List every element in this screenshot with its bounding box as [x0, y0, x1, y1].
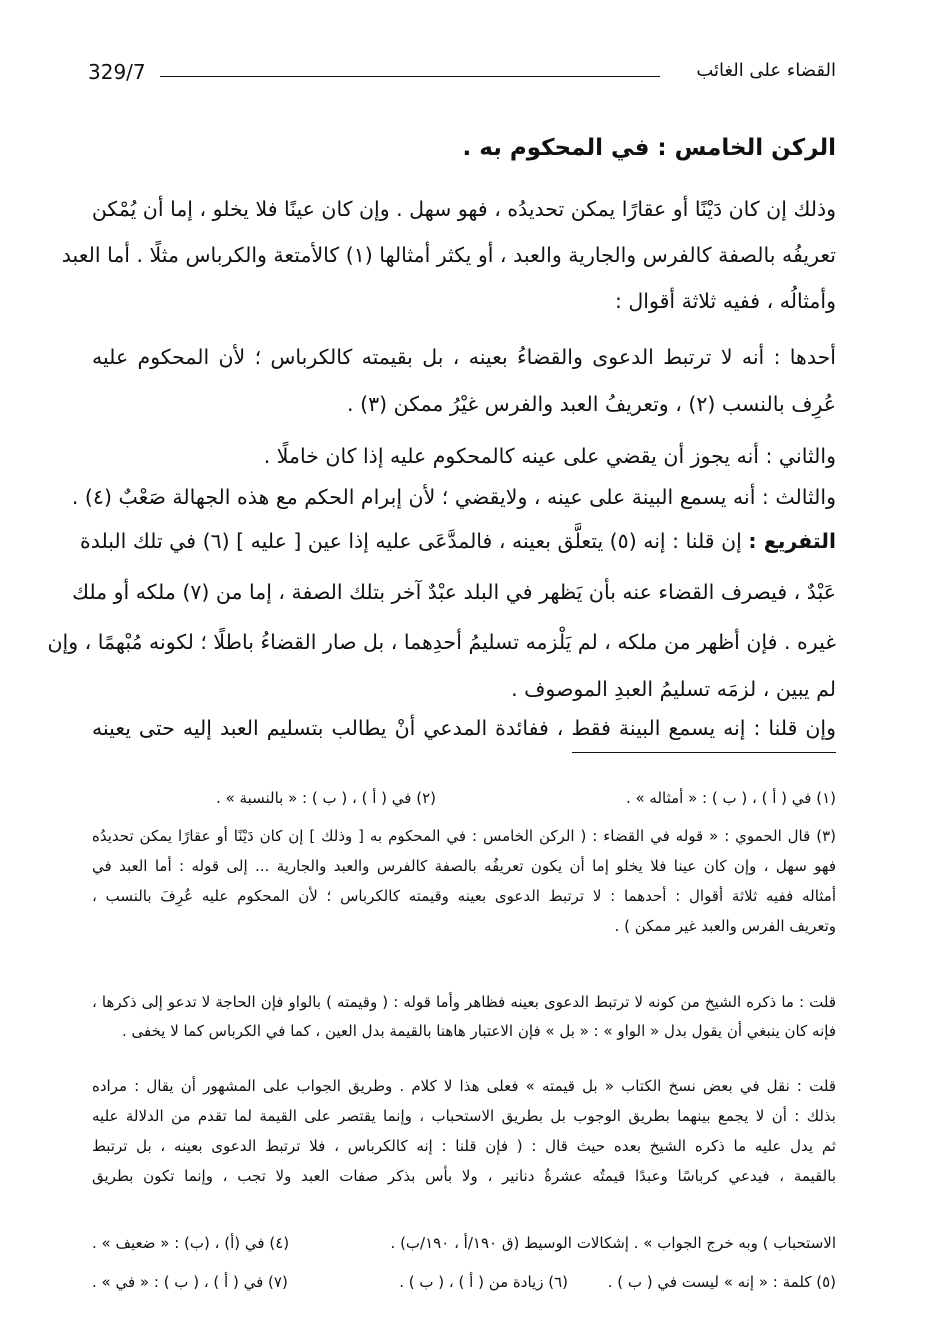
paragraph-line: وأمثالُه ، ففيه ثلاثة أقوال :: [614, 289, 836, 313]
footnote-3-line: وتعريف الفرس والعبد غير ممكن ) .: [614, 917, 836, 935]
page-number: 329/7: [88, 60, 146, 84]
paragraph-line: تعريفُه بالصفة كالفرس والجارية والعبد ، أو يكثر أمثالها (١) كالأمتعة والكرباس مثلًا . أما العبد: [61, 243, 836, 267]
tafri-label: التفريع :: [748, 529, 836, 553]
footnote-1: (١) في ( أ ) ، ( ب ) : « أمثاله » .: [625, 789, 836, 807]
paragraph-line: والثالث : أنه يسمع البينة على عينه ، ولايقضي ؛ لأن إبرام الحكم مع هذه الجهالة صَعْبٌ (٤) .: [71, 485, 836, 509]
tafri-line: [79, 527, 836, 555]
footnote-note-line: قلت : ما ذكره الشيخ من كونه لا ترتبط الدعوى بعينه فظاهر وأما قوله : ( وقيمته ) بالواو فإن الحاجة لا تدعو إلى ذكرها ،: [92, 993, 836, 1011]
header-rule: [160, 76, 660, 77]
paragraph-line: وإن قلنا : إنه يسمع البينة فقط ، ففائدة المدعي أنْ يطالب بتسليم العبد إليه حتى يعينه: [92, 716, 836, 740]
footnote-note-line: ثم يدل عليه ما ذكره الشيخ بعده حيث قال : ( فإن قلنا : إنه كالكرباس ، فلا ترتبط الدعوى بعينه ، بل ترتبط: [92, 1137, 836, 1155]
footnote-7: (٧) في ( أ ) ، ( ب ) : « في » .: [92, 1273, 288, 1291]
paragraph-line: أحدها : أنه لا ترتبط الدعوى والقضاءُ بعينه ، بل بقيمته كالكرباس ؛ لأن المحكوم عليه: [92, 345, 836, 369]
footnote-4: (٤) في (أ) ، (ب) : « ضعيف » .: [92, 1234, 290, 1252]
section-heading: الركن الخامس : في المحكوم به .: [462, 135, 836, 161]
paragraph-line: عُرِف بالنسب (٢) ، وتعريفُ العبد والفرس غيْرُ ممكن (٣) .: [347, 392, 836, 416]
footnote-row: [92, 787, 836, 809]
footnote-3-line: أمثاله ففيه ثلاثة أقوال : أحدهما : لا ترتبط الدعوى بعينه وقيمته كالكرباس ؛ لأن المحكوم عليه عُرِفَ بالنسب ،: [92, 887, 836, 905]
footnote-note-line: فإنه كان ينبغي أن يقول بدل « الواو » : « بل » فإن الاعتبار هاهنا بالقيمة بدل العين ، كما في الكرباس كما لا يخفى .: [121, 1022, 836, 1040]
running-title: القضاء على الغائب: [696, 60, 836, 81]
footnote-5: (٥) كلمة : « إنه » ليست في ( ب ) .: [607, 1273, 836, 1291]
footnote-2: (٢) في ( أ ) ، ( ب ) : « بالنسبة » .: [216, 789, 436, 807]
footnote-note-line: قلت : نقل في بعض نسخ الكتاب « بل قيمته » فعلى هذا لا كلام . وطريق الجواب على المشهور أن يقال : مراده: [92, 1077, 836, 1095]
footnote-row: [92, 1271, 836, 1293]
footnote-note-line: بالقيمة ، فيدعي كرباسًا وعبدًا قيمتُه عشرةُ دنانير ، ولا بأس بذكر صفات العبد ولا تجب ، وإنما تكون بطريق: [92, 1167, 836, 1185]
footnote-row: [92, 1232, 836, 1254]
footnote-note-last: الاستحباب ) وبه خرج الجواب » . إشكالات الوسيط (ق ١٩٠/أ ، ١٩٠/ب) .: [390, 1234, 836, 1252]
paragraph-line: وذلك إن كان دَيْنًا أو عقارًا يمكن تحديدُه ، فهو سهل . وإن كان عينًا فلا يخلو ، إما أن يُمْكن: [91, 197, 836, 221]
footnote-note-line: بذلك : أن لا يجمع بينهما بطريق الوجوب بل بطريق الاستحباب ، وإنما يقتصر على القيمة لما تقدم من الدلالة عليه: [92, 1107, 836, 1125]
paragraph-line: والثاني : أنه يجوز أن يقضي على عينه كالمحكوم عليه إذا كان خاملًا .: [263, 444, 836, 468]
footnote-6: (٦) زيادة من ( أ ) ، ( ب ) .: [399, 1273, 568, 1291]
tafri-text: إن قلنا : إنه (٥) يتعلَّق بعينه ، فالمدَّعَى عليه إذا عين [ عليه ] (٦) في تلك البلدة: [79, 529, 742, 553]
running-header: [88, 58, 836, 88]
paragraph-line: لم يبين ، لزمَه تسليمُ العبدِ الموصوف .: [511, 677, 836, 701]
footnote-3-line: (٣) قال الحموي : « قوله في القضاء : ( الركن الخامس : في المحكوم به [ وذلك ] إن كان دَيْنًا أو عقارًا يمكن تحديدُه: [92, 827, 836, 845]
paragraph-line: عَبْدٌ ، فيصرف القضاء عنه بأن يَظهر في البلد عبْدٌ آخر بتلك الصفة ، إما من (٧) ملكه أو ملك: [72, 580, 836, 604]
footnote-separator: [572, 752, 836, 753]
footnote-3-line: فهو سهل ، وإن كان عينا فلا يخلو إما أن يكون تعريفُه بالصفة كالفرس والعبد والجارية ... إلى قوله : أما العبد في: [92, 857, 836, 875]
paragraph-line: غيره . فإن أظهر من ملكه ، لم يَلْزمه تسليمُ أحدِهما ، بل صار القضاءُ باطلًا ؛ لكونه مُبْهمًا ، وإن: [47, 630, 836, 654]
